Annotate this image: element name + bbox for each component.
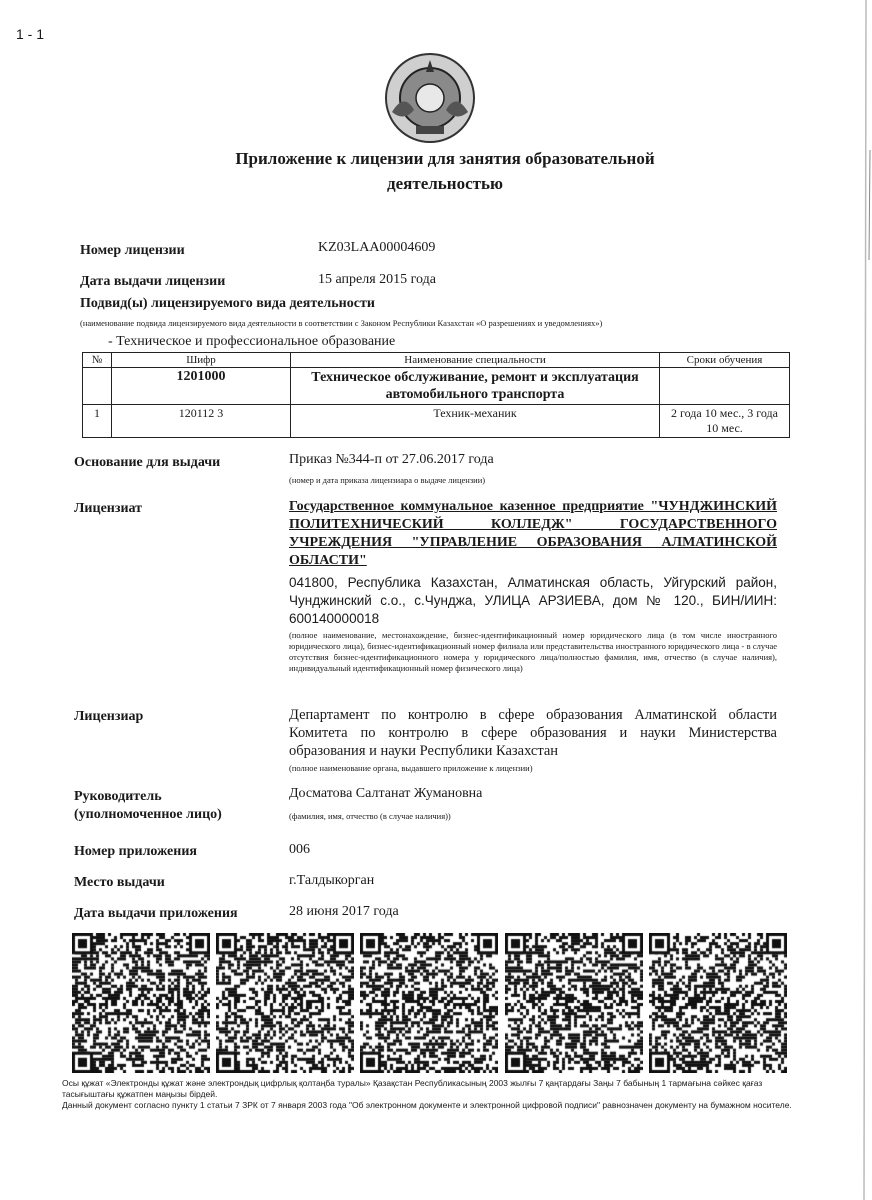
head-value: Досматова Салтанат Жумановна: [289, 786, 483, 801]
head-label-sub: (уполномоченное лицо): [74, 807, 222, 822]
licensee-label: Лицензиат: [74, 501, 143, 516]
group-name-cell: Техническое обслуживание, ремонт и эксплуатация автомобильного транспорта: [291, 368, 660, 405]
license-number-label: Номер лицензии: [80, 243, 185, 258]
place-value: г.Талдыкорган: [289, 873, 375, 888]
licensee-name: Государственное коммунальное казенное предприятие "ЧУНДЖИНСКИЙ ПОЛИТЕХНИЧЕСКИЙ КОЛЛЕДЖ" ГОСУДАРСТВЕННОГО УЧРЕЖДЕНИЯ "УПРАВЛЕНИЕ ОБРАЗОВАНИЯ АЛМАТИНСКОЙ ОБЛАСТИ": [289, 499, 777, 568]
state-emblem-icon: [384, 52, 476, 144]
table-group-row: [83, 368, 790, 405]
head-label: Руководитель: [74, 789, 162, 804]
page-marker: 1 - 1: [16, 26, 45, 42]
license-date-label: Дата выдачи лицензии: [80, 274, 226, 289]
qr-code-icon: [72, 933, 210, 1073]
licensor-label: Лицензиар: [74, 709, 144, 724]
head-note: (фамилия, имя, отчество (в случае наличия)): [289, 811, 451, 821]
specialty-table: [82, 352, 790, 438]
place-label: Место выдачи: [74, 875, 165, 890]
col-header-code: Шифр: [112, 353, 291, 368]
licensee-address: 041800, Республика Казахстан, Алматинская область, Уйгурский район, Чунджинский с.о., с.Чунджа, УЛИЦА АРЗИЕВА, дом № 120., БИН/ИИН: 600140000018: [289, 575, 777, 626]
footer-ru: Данный документ согласно пункту 1 статьи 7 ЗРК от 7 января 2003 года "Об электронном документе и электронной цифровой подписи" равнозначен документу на бумажном носителе.: [62, 1100, 792, 1110]
table-row: [83, 405, 790, 438]
basis-label: Основание для выдачи: [74, 455, 221, 470]
group-num-cell: [83, 368, 112, 405]
row-term-cell: 2 года 10 мес., 3 года 10 мес.: [660, 405, 790, 438]
document-title: Приложение к лицензии для занятия образовательной деятельностью: [235, 149, 655, 193]
appendix-date-label: Дата выдачи приложения: [74, 906, 238, 921]
basis-value: Приказ №344-п от 27.06.2017 года: [289, 452, 494, 467]
col-header-num: №: [83, 353, 112, 368]
table-header-row: [83, 353, 790, 368]
subtypes-value: - Техническое и профессиональное образование: [108, 334, 396, 349]
qr-code-icon: [649, 933, 787, 1073]
basis-note: (номер и дата приказа лицензиара о выдаче лицензии): [289, 475, 486, 485]
appendix-number-value: 006: [289, 842, 310, 857]
subtypes-label: Подвид(ы) лицензируемого вида деятельности: [80, 296, 375, 311]
scan-edge: [842, 0, 872, 1200]
appendix-number-label: Номер приложения: [74, 844, 197, 859]
footer: [62, 1078, 802, 1111]
qr-code-icon: [360, 933, 498, 1073]
row-code-cell: 120112 3: [112, 405, 291, 438]
licensee-note: (полное наименование, местонахождение, бизнес-идентификационный номер юридического лица (в том числе иностранного юридического лица), бизнес-идентификационный номер филиала или представительства иностранного юридического лица - в случае отсутствия бизнес-идентификационного номера у юридического лица/полностью фамилия, имя, отчество (в случае наличия), индивидуальный идентификационный номер физического лица): [289, 630, 777, 673]
group-term-cell: [660, 368, 790, 405]
subtypes-note: (наименование подвида лицензируемого вида деятельности в соответствии с Законом Республики Казахстан «О разрешениях и уведомлениях»): [80, 318, 603, 328]
col-header-term: Сроки обучения: [660, 353, 790, 368]
col-header-name: Наименование специальности: [291, 353, 660, 368]
group-code-cell: 1201000: [112, 368, 291, 405]
qr-code-icon: [216, 933, 354, 1073]
licensor-note: (полное наименование органа, выдавшего приложение к лицензии): [289, 763, 533, 773]
license-date-value: 15 апреля 2015 года: [318, 272, 436, 287]
licensor-value: Департамент по контролю в сфере образования Алматинской области Комитета по контролю в сфере образования и науки Министерства образования и науки Республики Казахстан: [289, 707, 777, 759]
row-name-cell: Техник-механик: [291, 405, 660, 438]
appendix-date-value: 28 июня 2017 года: [289, 904, 399, 919]
qr-code-icon: [505, 933, 643, 1073]
footer-kz: Осы құжат «Электронды құжат және электрондық цифрлық қолтаңба туралы» Қазақстан Республикасының 2003 жылғы 7 қаңтардағы Заңы 7 бабының 1 тармағына сәйкес қағаз тасығыштағы құжатпен маңызы бірдей.: [62, 1078, 763, 1099]
license-number-value: KZ03LAA00004609: [318, 240, 436, 255]
row-num-cell: 1: [83, 405, 112, 438]
